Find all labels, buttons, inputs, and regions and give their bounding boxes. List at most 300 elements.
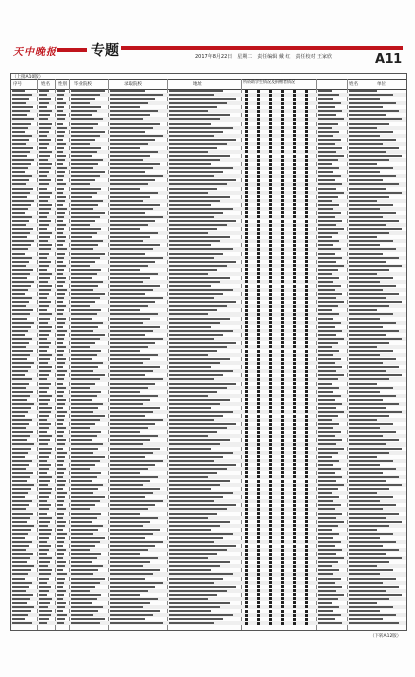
check-mark — [293, 146, 296, 149]
table-cell — [110, 419, 163, 421]
table-cell — [169, 610, 211, 612]
table-cell — [39, 460, 47, 462]
check-mark — [281, 480, 284, 483]
table-cell — [169, 269, 217, 271]
check-mark — [293, 508, 296, 511]
issue-meta: 2017年8月22日 星期二 责任编辑 戴 红 责任校对 王家欣 — [195, 54, 333, 60]
table-cell — [71, 431, 101, 433]
table-cell — [318, 192, 344, 194]
check-mark — [293, 459, 296, 462]
table-cell — [57, 192, 63, 194]
check-mark — [269, 394, 272, 397]
check-mark — [293, 398, 296, 401]
check-mark — [281, 195, 284, 198]
check-mark — [305, 362, 308, 365]
table-cell — [169, 590, 227, 592]
check-mark — [257, 138, 260, 141]
check-mark — [257, 268, 260, 271]
table-cell — [12, 395, 30, 397]
table-cell — [169, 500, 214, 502]
check-mark — [281, 276, 284, 279]
table-cell — [349, 378, 389, 380]
check-mark — [245, 236, 248, 239]
check-mark — [281, 199, 284, 202]
table-cell — [57, 155, 66, 157]
table-cell — [12, 415, 25, 417]
check-mark — [281, 520, 284, 523]
table-cell — [349, 452, 389, 454]
table-cell — [110, 240, 143, 242]
table-cell — [71, 90, 105, 92]
table-cell — [39, 216, 47, 218]
table-cell — [169, 94, 214, 96]
table-cell — [71, 508, 90, 510]
check-mark — [245, 378, 248, 381]
table-cell — [169, 545, 236, 547]
check-mark — [269, 378, 272, 381]
check-mark — [281, 333, 284, 336]
table-cell — [318, 383, 332, 385]
table-cell — [110, 118, 143, 120]
check-mark — [269, 309, 272, 312]
check-mark — [305, 268, 308, 271]
check-mark — [305, 378, 308, 381]
check-mark — [269, 305, 272, 308]
table-cell — [318, 309, 332, 311]
check-mark — [293, 309, 296, 312]
check-mark — [257, 427, 260, 430]
table-cell — [71, 350, 101, 352]
check-mark — [257, 333, 260, 336]
table-cell — [39, 582, 47, 584]
table-cell — [169, 289, 233, 291]
table-cell — [169, 496, 223, 498]
table-cell — [349, 127, 377, 129]
table-cell — [349, 557, 402, 559]
check-mark — [281, 163, 284, 166]
check-mark — [257, 496, 260, 499]
table-cell — [169, 326, 211, 328]
table-cell — [110, 622, 163, 624]
table-cell — [71, 143, 90, 145]
table-cell — [318, 480, 336, 482]
check-mark — [293, 171, 296, 174]
check-mark — [257, 276, 260, 279]
table-cell — [318, 139, 341, 141]
check-mark — [269, 532, 272, 535]
check-mark — [305, 577, 308, 580]
table-cell — [71, 257, 100, 259]
check-mark — [245, 484, 248, 487]
check-mark — [257, 94, 260, 97]
check-mark — [293, 463, 296, 466]
table-cell — [349, 521, 402, 523]
table-cell — [57, 370, 67, 372]
check-mark — [305, 358, 308, 361]
table-cell — [71, 285, 98, 287]
check-mark — [245, 382, 248, 385]
table-cell — [71, 411, 93, 413]
check-mark — [293, 402, 296, 405]
table-cell — [169, 261, 236, 263]
check-mark — [257, 313, 260, 316]
check-mark — [245, 98, 248, 101]
table-cell — [110, 313, 158, 315]
table-cell — [110, 236, 150, 238]
check-mark — [257, 471, 260, 474]
table-cell — [12, 521, 27, 523]
table-cell — [39, 147, 47, 149]
check-mark — [305, 435, 308, 438]
check-mark — [257, 191, 260, 194]
table-cell — [71, 614, 93, 616]
table-cell — [110, 322, 143, 324]
table-cell — [349, 114, 386, 116]
table-cell — [169, 370, 233, 372]
check-mark — [269, 329, 272, 332]
table-cell — [318, 590, 336, 592]
table-cell — [349, 167, 393, 169]
table-cell — [110, 415, 145, 417]
check-mark — [245, 386, 248, 389]
check-mark — [269, 362, 272, 365]
table-cell — [12, 582, 32, 584]
table-cell — [71, 261, 95, 263]
table-cell — [110, 127, 153, 129]
check-mark — [305, 167, 308, 170]
table-cell — [71, 513, 101, 515]
table-cell — [318, 151, 336, 153]
table-cell — [349, 533, 393, 535]
table-cell — [318, 236, 332, 238]
table-cell — [169, 521, 230, 523]
check-mark — [305, 394, 308, 397]
table-cell — [12, 533, 28, 535]
table-cell — [318, 517, 336, 519]
table-cell — [39, 240, 48, 242]
table-cell — [12, 508, 26, 510]
table-cell — [57, 387, 66, 389]
table-cell — [318, 452, 338, 454]
table-cell — [12, 586, 29, 588]
table-cell — [169, 374, 223, 376]
table-cell — [349, 553, 386, 555]
check-mark — [293, 134, 296, 137]
check-mark — [293, 589, 296, 592]
check-mark — [305, 471, 308, 474]
table-cell — [349, 188, 386, 190]
check-mark — [305, 532, 308, 535]
check-mark — [269, 98, 272, 101]
table-cell — [110, 155, 150, 157]
table-cell — [110, 407, 160, 409]
check-mark — [293, 610, 296, 613]
check-mark — [305, 447, 308, 450]
table-cell — [39, 114, 50, 116]
check-mark — [305, 130, 308, 133]
table-cell — [57, 342, 63, 344]
table-cell — [12, 606, 34, 608]
check-mark — [245, 492, 248, 495]
check-mark — [281, 439, 284, 442]
check-mark — [245, 622, 248, 625]
check-mark — [257, 618, 260, 621]
check-mark — [269, 293, 272, 296]
check-mark — [257, 500, 260, 503]
table-cell — [349, 435, 383, 437]
table-cell — [71, 464, 95, 466]
header-group: 所资助学生情况及捐赠者情况 — [243, 79, 295, 84]
table-cell — [349, 212, 396, 214]
check-mark — [293, 443, 296, 446]
check-mark — [281, 573, 284, 576]
table-cell — [12, 163, 31, 165]
check-mark — [245, 524, 248, 527]
table-cell — [71, 480, 92, 482]
check-mark — [281, 179, 284, 182]
check-mark — [245, 406, 248, 409]
table-row — [11, 621, 406, 625]
table-cell — [110, 391, 140, 393]
check-mark — [257, 553, 260, 556]
table-cell — [110, 212, 145, 214]
check-mark — [257, 601, 260, 604]
table-cell — [39, 102, 49, 104]
check-mark — [293, 484, 296, 487]
table-cell — [12, 573, 28, 575]
check-mark — [269, 110, 272, 113]
check-mark — [257, 435, 260, 438]
table-cell — [318, 496, 339, 498]
table-cell — [110, 301, 155, 303]
table-cell — [349, 618, 383, 620]
table-cell — [110, 159, 143, 161]
table-cell — [71, 309, 101, 311]
table-cell — [71, 565, 103, 567]
table-cell — [39, 131, 49, 133]
table-cell — [57, 488, 63, 490]
table-cell — [71, 529, 98, 531]
table-cell — [12, 460, 32, 462]
check-mark — [245, 419, 248, 422]
table-cell — [71, 374, 105, 376]
table-cell — [110, 269, 140, 271]
table-cell — [57, 496, 65, 498]
table-cell — [318, 374, 344, 376]
table-cell — [349, 590, 386, 592]
table-cell — [349, 102, 396, 104]
table-cell — [110, 114, 150, 116]
table-cell — [169, 431, 217, 433]
table-cell — [349, 322, 396, 324]
check-mark — [269, 415, 272, 418]
check-mark — [257, 358, 260, 361]
table-cell — [349, 297, 386, 299]
table-cell — [39, 415, 49, 417]
table-cell — [110, 578, 145, 580]
check-mark — [269, 545, 272, 548]
table-cell — [39, 322, 48, 324]
table-cell — [39, 508, 49, 510]
table-cell — [318, 179, 335, 181]
check-mark — [257, 577, 260, 580]
table-cell — [318, 415, 338, 417]
table-cell — [12, 541, 32, 543]
table-cell — [71, 419, 100, 421]
table-cell — [169, 232, 208, 234]
table-cell — [318, 224, 336, 226]
table-cell — [39, 456, 49, 458]
check-mark — [305, 203, 308, 206]
check-mark — [245, 138, 248, 141]
table-cell — [169, 452, 233, 454]
table-cell — [110, 484, 143, 486]
check-mark — [293, 252, 296, 255]
check-mark — [245, 605, 248, 608]
table-cell — [12, 114, 27, 116]
check-mark — [245, 228, 248, 231]
table-cell — [12, 196, 27, 198]
table-cell — [110, 537, 145, 539]
table-cell — [12, 448, 31, 450]
table-cell — [318, 606, 339, 608]
table-cell — [57, 338, 64, 340]
table-cell — [71, 496, 105, 498]
table-cell — [318, 143, 335, 145]
check-mark — [245, 114, 248, 117]
check-mark — [293, 305, 296, 308]
table-cell — [12, 338, 32, 340]
check-mark — [245, 423, 248, 426]
check-mark — [257, 228, 260, 231]
check-mark — [269, 350, 272, 353]
table-cell — [57, 204, 63, 206]
table-cell — [71, 139, 95, 141]
table-cell — [169, 578, 223, 580]
table-cell — [169, 622, 214, 624]
check-mark — [269, 220, 272, 223]
table-cell — [57, 171, 65, 173]
table-cell — [169, 147, 217, 149]
check-mark — [257, 289, 260, 292]
check-mark — [269, 179, 272, 182]
check-mark — [293, 163, 296, 166]
table-cell — [349, 196, 389, 198]
table-cell — [57, 610, 63, 612]
table-cell — [12, 496, 25, 498]
check-mark — [305, 350, 308, 353]
table-cell — [71, 346, 90, 348]
table-cell — [349, 513, 399, 515]
table-cell — [57, 456, 65, 458]
table-cell — [12, 102, 26, 104]
check-mark — [293, 415, 296, 418]
check-mark — [257, 569, 260, 572]
table-cell — [318, 322, 341, 324]
table-cell — [318, 561, 338, 563]
table-cell — [110, 488, 160, 490]
check-mark — [245, 333, 248, 336]
table-cell — [349, 468, 396, 470]
check-mark — [269, 122, 272, 125]
table-cell — [12, 525, 34, 527]
check-mark — [305, 415, 308, 418]
table-cell — [71, 472, 101, 474]
table-cell — [110, 565, 143, 567]
table-cell — [318, 513, 342, 515]
table-cell — [169, 309, 217, 311]
check-mark — [281, 524, 284, 527]
table-cell — [57, 448, 63, 450]
check-mark — [257, 492, 260, 495]
table-cell — [169, 504, 236, 506]
table-cell — [12, 212, 25, 214]
check-mark — [257, 614, 260, 617]
table-cell — [71, 269, 101, 271]
table-cell — [39, 557, 52, 559]
table-cell — [110, 200, 143, 202]
table-cell — [57, 90, 65, 92]
table-cell — [318, 183, 342, 185]
table-cell — [12, 618, 25, 620]
check-mark — [305, 455, 308, 458]
table-cell — [12, 350, 33, 352]
table-cell — [12, 399, 27, 401]
check-mark — [281, 94, 284, 97]
table-cell — [318, 171, 333, 173]
check-mark — [281, 622, 284, 625]
table-cell — [169, 313, 208, 315]
check-mark — [305, 244, 308, 247]
table-cell — [57, 289, 67, 291]
check-mark — [257, 443, 260, 446]
check-mark — [269, 191, 272, 194]
table-cell — [318, 419, 332, 421]
table-cell — [169, 220, 236, 222]
table-cell — [12, 261, 29, 263]
table-cell — [39, 151, 52, 153]
check-mark — [305, 297, 308, 300]
check-mark — [269, 354, 272, 357]
table-cell — [169, 285, 211, 287]
table-cell — [349, 110, 399, 112]
check-mark — [281, 272, 284, 275]
table-cell — [318, 232, 338, 234]
table-cell — [169, 513, 217, 515]
table-cell — [169, 240, 220, 242]
table-cell — [39, 622, 47, 624]
check-mark — [269, 289, 272, 292]
check-mark — [305, 345, 308, 348]
table-cell — [39, 159, 48, 161]
table-cell — [110, 358, 150, 360]
table-cell — [39, 521, 50, 523]
table-cell — [110, 370, 153, 372]
table-cell — [39, 236, 50, 238]
table-cell — [71, 273, 97, 275]
table-cell — [71, 94, 100, 96]
check-mark — [281, 431, 284, 434]
table-cell — [318, 468, 341, 470]
table-cell — [169, 569, 211, 571]
table-cell — [169, 192, 208, 194]
table-cell — [39, 200, 48, 202]
check-mark — [281, 549, 284, 552]
table-cell — [318, 188, 336, 190]
check-mark — [257, 447, 260, 450]
table-cell — [349, 602, 377, 604]
check-mark — [257, 187, 260, 190]
